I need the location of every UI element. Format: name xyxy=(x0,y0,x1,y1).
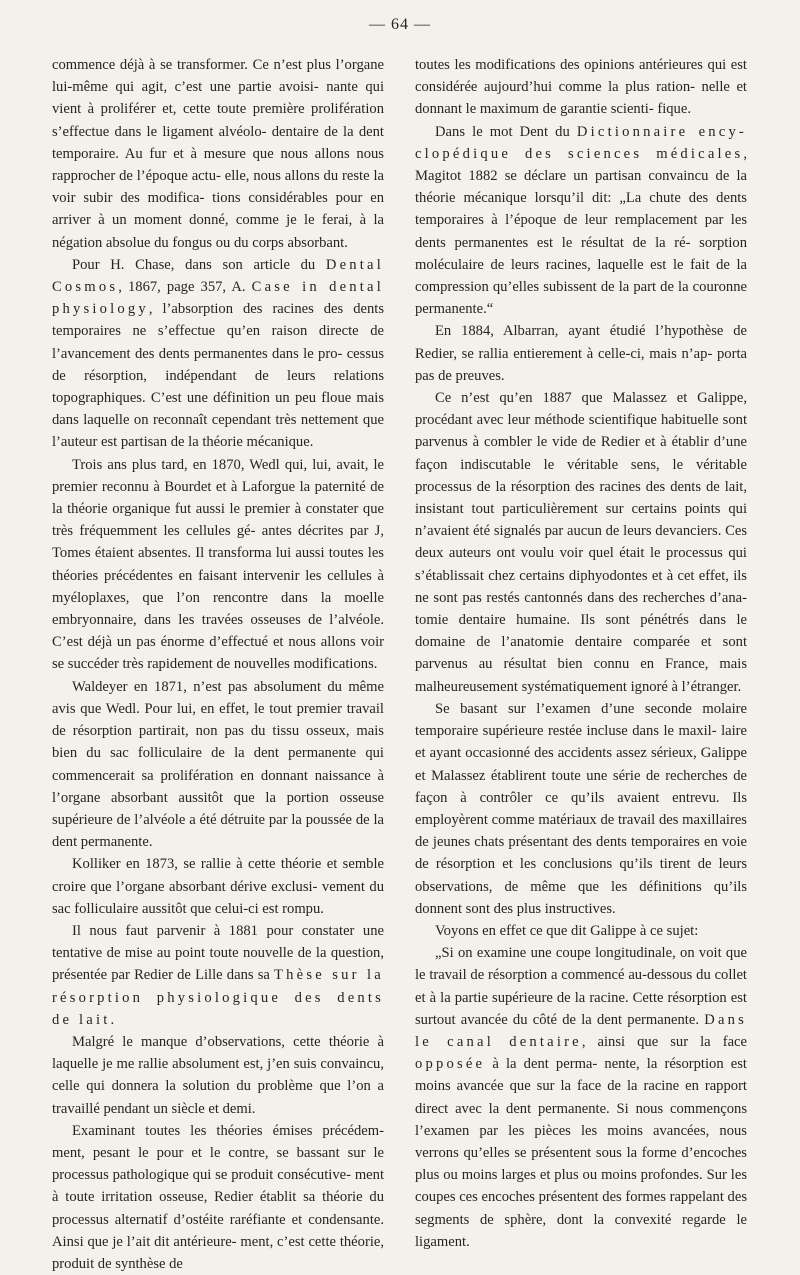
spaced-title-text: Dictionnaire ency- clopédique des sciences médicales xyxy=(415,123,747,162)
paragraph: En 1884, Albarran, ayant étudié l’hypothèse de Redier, se rallia entierement à celle-ci, mais n’ap- porta pas de preuves. xyxy=(415,323,747,384)
spaced-title-text: Case in dental physiology xyxy=(52,279,384,318)
paragraph: Waldeyer en 1871, n’est pas absolument du même avis que Wedl. Pour lui, en effet, le tout premier travail de résorption partirait, non pas du tissu osseux, mais bien du sac folliculaire de la dent permanente qui commencerait sa prolifération en donnant naissance à l’organe absorbant aussitôt que la portion osseuse supérieure de l’alvéole a été détruite par la poussée de la dent permanente. xyxy=(52,678,384,851)
paragraph: toutes les modifications des opinions antérieures qui est considérée aujourd’hui comme la plus ration- nelle et donnant le maximum de garantie scienti- fique. xyxy=(415,57,747,118)
paragraph xyxy=(415,942,747,1253)
paragraph: Voyons en effet ce que dit Galippe à ce sujet: xyxy=(435,922,699,939)
paragraph-text: Il nous faut parvenir à 1881 pour constater une tentative de mise au point toute nouvelle de la question, présentée par Redier de Lille dans sa xyxy=(52,922,384,984)
spaced-title-text: Dental Cosmos xyxy=(52,256,384,296)
paragraph xyxy=(415,121,747,321)
paragraph-text: Dans le mot Dent du xyxy=(435,123,577,140)
spaced-title-text: opposée xyxy=(415,1056,486,1073)
paragraph: Malgré le manque d’observations, cette théorie à laquelle je me rallie absolument est, j’en suis convaincu, celle qui donnera la solution du problème que l’on a travaillé pendant un siècle et demi. xyxy=(52,1033,384,1117)
paragraph-text: à la dent perma- nente, la résorption est moins avancée que sur la face de la racine en rapport direct avec la dent permanente. Si nous commençons l’examen par les pièces les moins avancées, nous verrons qu’elles se présentent sous la forme d’encoches plus ou moins larges et plus ou moins profondes. Sur les coupes ces encoches présentent des formes rappelant des segments de sphère, dont la convexité regarde le ligament. xyxy=(415,1056,747,1250)
spaced-title-text: Dans le canal dentaire xyxy=(415,1011,747,1050)
paragraph: commence déjà à se transformer. Ce n’est plus l’organe lui-même qui agit, c’est une partie avoisi- nante qui vient à proliférer et, cette toute première prolifération s’effectue dans le ligament alvéolo- dentaire de la dent temporaire. Au fur et à mesure que nous allons nous rapprocher de l’époque actu- elle, nous allons du reste la voir subir des modifica- tions considérables pour en arriver à un moment donné, comme je le ferai, à la négation absolue du fongus ou du corps absorbant. xyxy=(52,57,384,251)
paragraph xyxy=(52,920,384,1031)
right-column xyxy=(415,54,747,1253)
spaced-title-text: Thèse sur la résorption physiologique des dents de lait xyxy=(52,967,384,1028)
paragraph-text: Pour H. Chase, dans son article du xyxy=(72,256,326,273)
paragraph-text: , Magitot 1882 se déclare un partisan convaincu de la théorie mécanique lorsqu’il dit: „La chute des dents temporaires à l’époque de leur remplacement par les dents permanentes est le résultat de la ré- sorption moléculaire de leurs racines, laquelle est le fait de la compression qu’elles subissent de la part de la couronne permanente.“ xyxy=(415,145,747,318)
paragraph-text: , 1867, page 357, A. xyxy=(118,279,252,296)
paragraph: Ce n’est qu’en 1887 que Malassez et Galippe, procédant avec leur méthode scientifique habituelle sont parvenus à combler le vide de Redier et à établir d’une façon indiscutable le véritable sens, le véritable processus de la résorption des racines des dents de lait, insistant tout particulièrement sur certains points qui n’avaient été signalés par aucun de leurs devanciers. Ces deux auteurs ont voulu voir quel était le processus qui s’établissait chez certains diphyodontes et à cet effet, ils ne sont pas restés cantonnés dans des recherches d’ana- tomie dentaire humaine. Ils sont pénétrés dans le domaine de l’anatomie dentaire comparée et sont parvenus au résultat bien connu en France, mais malheureusement systématiquement ignoré à l’étranger. xyxy=(415,390,747,695)
paragraph-text: „Si on examine une coupe longitudinale, on voit que le travail de résorption a commencé au-dessous du collet et à la partie supérieure de la racine. Cette résorption est surtout avancée du côté de la dent permanente. xyxy=(415,945,747,1028)
page-number: — 64 — xyxy=(369,16,431,33)
paragraph xyxy=(52,254,384,454)
left-column xyxy=(52,54,384,1275)
paragraph-text: , ainsi que sur la face xyxy=(581,1033,747,1050)
paragraph: Examinant toutes les théories émises précédem- ment, pesant le pour et le contre, se bassant sur le processus pathologique qui se produit consécutive- ment à toute irritation osseuse, Redier établit sa théorie du processus alternatif d’ostéite raréfiante et condensante. Ainsi que je l’ait dit antérieure- ment, c’est cette théorie, produit de synthèse de xyxy=(52,1122,384,1272)
paragraph: Trois ans plus tard, en 1870, Wedl qui, lui, avait, le premier reconnu à Bourdet et à Laforgue la paternité de la théorie organique fut aussi le premier à constater que très fréquemment les cellules gé- antes décrites par J, Tomes étaient absentes. Il transforma lui aussi toutes les théories précédentes en faisant intervenir les cellules à myéloplaxes, que l’on rencontre dans la moelle embryonnaire, dans les travées osseuses de l’alvéole. C’est déjà un pas énorme d’effectué et nous allons voir se succéder très rapidement de nouvelles modifications. xyxy=(52,456,384,673)
paragraph: Kolliker en 1873, se rallie à cette théorie et semble croire que l’organe absorbant dérive exclusi- vement du sac folliculaire aussitôt que celui-ci est rompu. xyxy=(52,856,384,917)
paragraph-text: . xyxy=(110,1011,115,1028)
paragraph-text: , l’absorption des racines des dents temporaires ne s’effectue qu’en raison directe de l’avancement des dents permanentes dans le pro- cessus de résorption, indépendant de leurs relations topographiques. C’est une définition un peu floue mais dans laquelle on reconnaît cependant très nettement que l’auteur est partisan de la théorie mécanique. xyxy=(52,301,384,451)
paragraph: Se basant sur l’examen d’une seconde molaire temporaire supérieure restée incluse dans le maxil- laire et ayant occasionné des accidents assez sérieux, Galippe et Malassez établirent toute une série de recherches de façon à contrôler ce qu’ils avaient entrevu. Ils employèrent comme matériaux de travail des maxillaires de jeunes chats présentant des dents temporaires en voie de résorption et les conclusions qu’ils tirent de leurs observations, de même que les définitions qu’ils donnent sont des plus instructives. xyxy=(415,700,747,917)
